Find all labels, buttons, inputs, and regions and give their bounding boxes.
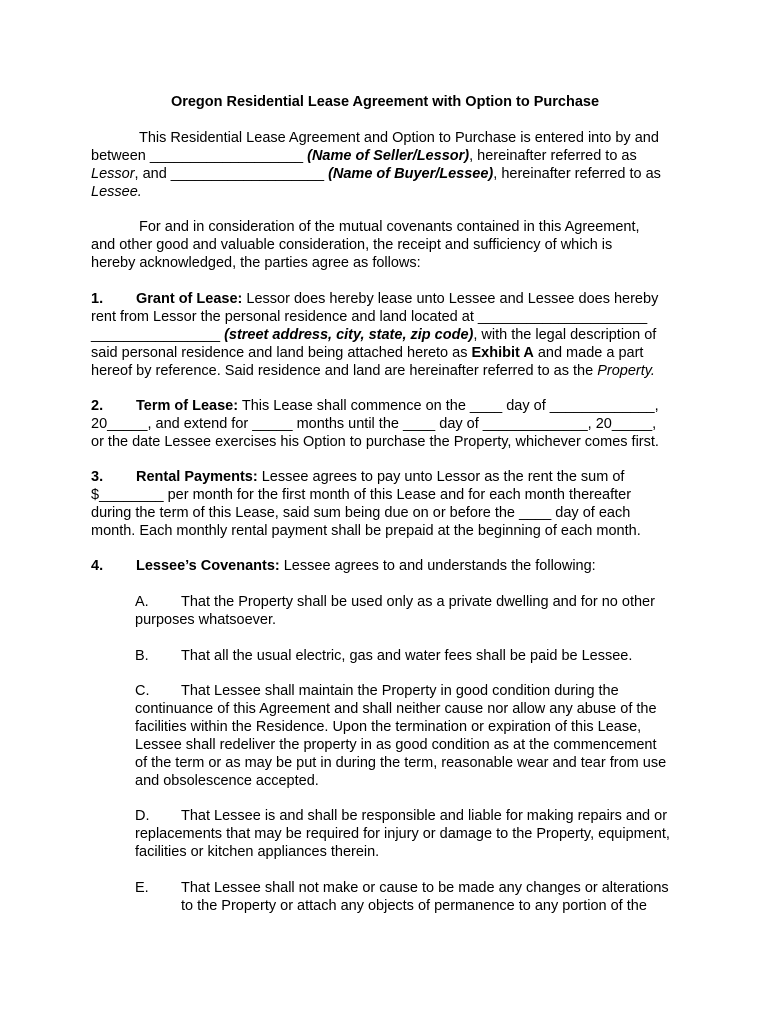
section-heading-line: 3. Rental Payments: Lessee agrees to pay unto Lessor as the rent the sum of xyxy=(91,469,625,485)
text-line: of the term or as may be put in during the term, reasonable wear and tear from use xyxy=(135,755,667,771)
text-line: hereof by reference. Said residence and land are hereinafter referred to as the Property. xyxy=(91,363,655,379)
covenant-e xyxy=(135,879,695,915)
text-line: ________________ (street address, city, state, zip code), with the legal description of xyxy=(91,327,657,343)
text-line: $________ per month for the first month of this Lease and for each month thereafter xyxy=(91,487,632,503)
text-line: and other good and valuable consideration, the receipt and sufficiency of which is xyxy=(91,237,613,253)
text-line: continuance of this Agreement and shall neither cause nor allow any abuse of the xyxy=(135,701,657,717)
text-line: D. That Lessee is and shall be responsible and liable for making repairs and or xyxy=(135,808,668,824)
consideration-paragraph xyxy=(91,218,691,272)
covenant-b xyxy=(135,647,695,665)
text-line: facilities or kitchen appliances therein. xyxy=(135,844,380,860)
document-title: Oregon Residential Lease Agreement with Option to Purchase xyxy=(170,94,600,110)
text-line: B. That all the usual electric, gas and water fees shall be paid be Lessee. xyxy=(135,648,633,664)
section-2-term-of-lease xyxy=(91,397,691,451)
text-line: between ___________________ (Name of Seller/Lessor), hereinafter referred to as xyxy=(91,148,637,164)
text-line: purposes whatsoever. xyxy=(135,612,277,628)
section-heading-line: 1. Grant of Lease: Lessor does hereby lease unto Lessee and Lessee does hereby xyxy=(91,291,659,307)
text-line: Lessee shall redeliver the property in as good condition as at the commencement xyxy=(135,737,657,753)
section-4-lessee-covenants xyxy=(91,557,691,575)
section-1-grant-of-lease xyxy=(91,290,691,380)
text-line: Lessor, and ___________________ (Name of Buyer/Lessee), hereinafter referred to as xyxy=(91,166,661,182)
covenant-d xyxy=(135,807,695,861)
text-line: during the term of this Lease, said sum being due on or before the ____ day of each xyxy=(91,505,631,521)
text-line: For and in consideration of the mutual covenants contained in this Agreement, xyxy=(139,219,640,235)
intro-paragraph xyxy=(91,129,691,201)
text-line: facilities within the Residence. Upon the termination or expiration of this Lease, xyxy=(135,719,642,735)
text-line: or the date Lessee exercises his Option to purchase the Property, whichever comes first. xyxy=(91,434,659,450)
text-line: C. That Lessee shall maintain the Property in good condition during the xyxy=(135,683,619,699)
text-line: to the Property or attach any objects of permanence to any portion of the xyxy=(181,898,647,914)
covenant-a xyxy=(135,593,695,629)
text-line: rent from Lessor the personal residence and land located at _____________________ xyxy=(91,309,648,325)
section-heading-line: 2. Term of Lease: This Lease shall commence on the ____ day of _____________, xyxy=(91,398,659,414)
section-heading-line: 4. Lessee’s Covenants: Lessee agrees to and understands the following: xyxy=(91,558,596,574)
text-line: month. Each monthly rental payment shall be prepaid at the beginning of each month. xyxy=(91,523,641,539)
text-line: 20_____, and extend for _____ months until the ____ day of _____________, 20_____, xyxy=(91,416,657,432)
covenant-c xyxy=(135,682,695,790)
section-3-rental-payments xyxy=(91,468,691,540)
text-line: This Residential Lease Agreement and Option to Purchase is entered into by and xyxy=(139,130,659,146)
text-line: E. That Lessee shall not make or cause to be made any changes or alterations xyxy=(135,880,669,896)
text-line: hereby acknowledged, the parties agree as follows: xyxy=(91,255,421,271)
text-line: replacements that may be required for injury or damage to the Property, equipment, xyxy=(135,826,670,842)
text-line: A. That the Property shall be used only as a private dwelling and for no other xyxy=(135,594,655,610)
text-line: said personal residence and land being attached hereto as Exhibit A and made a part xyxy=(91,345,644,361)
text-line: and obsolescence accepted. xyxy=(135,773,319,789)
text-line: Lessee. xyxy=(91,184,142,200)
